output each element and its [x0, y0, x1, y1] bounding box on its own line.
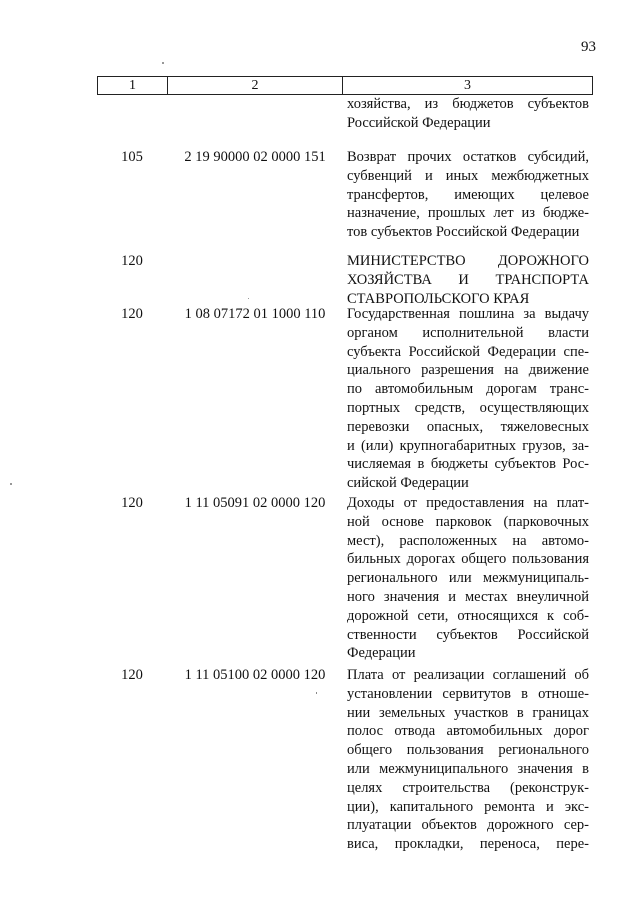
description-line: ной основе парковок (парковочных — [347, 513, 589, 530]
scan-speck — [316, 692, 317, 694]
classification-code: 1 11 05100 02 0000 120 — [184, 667, 326, 683]
row-description — [347, 95, 589, 133]
description-line: целях строительства (реконструк- — [347, 779, 589, 796]
row-number: 120 — [121, 667, 143, 683]
page-number: 93 — [581, 39, 596, 55]
row-number: 105 — [121, 149, 143, 165]
description-line: ции), капитального ремонта и экс- — [347, 798, 589, 815]
description-line: или межмуниципального значения в — [347, 760, 589, 777]
description-line: перевозки опасных, тяжеловесных — [347, 418, 589, 435]
description-line: нии земельных участков в границах — [347, 704, 589, 721]
description-line: органом исполнительной власти — [347, 324, 589, 341]
header-col-1: 1 — [98, 77, 168, 94]
description-line: трансфертов, имеющих целевое — [347, 186, 589, 203]
description-line: Государственная пошлина за выдачу — [347, 306, 589, 322]
description-line: ственности субъектов Российской — [347, 626, 589, 643]
description-line: Плата от реализации соглашений об — [347, 667, 589, 683]
description-line: назначение, прошлых лет из бюдже- — [347, 205, 589, 222]
row-description — [347, 666, 589, 854]
header-col-3: 3 — [464, 78, 471, 93]
row-number: 120 — [121, 253, 143, 269]
description-line: регионального или межмуниципаль- — [347, 570, 589, 587]
description-line: сийской Федерации — [347, 475, 469, 492]
table-header — [97, 76, 593, 95]
description-line: СТАВРОПОЛЬСКОГО КРАЯ — [347, 290, 530, 307]
description-line: МИНИСТЕРСТВО ДОРОЖНОГО — [347, 253, 589, 269]
classification-code: 1 11 05091 02 0000 120 — [184, 495, 326, 511]
description-line: дорожной сети, относящихся к соб- — [347, 607, 589, 624]
description-line: мест), расположенных на автомо- — [347, 532, 589, 549]
description-line: полос отвода автомобильных дорог — [347, 723, 589, 740]
description-line: бильных дорогах общего пользования — [347, 551, 589, 568]
description-line: тов субъектов Российской Федерации — [347, 224, 580, 241]
description-line: числяемая в бюджеты субъектов Рос- — [347, 456, 589, 473]
classification-code: 2 19 90000 02 0000 151 — [184, 149, 326, 165]
scan-speck — [10, 483, 12, 485]
description-line: хозяйства, из бюджетов субъектов — [347, 96, 589, 112]
header-col-2: 2 — [168, 77, 343, 94]
description-line: циального разрешения на движение — [347, 362, 589, 379]
description-line: и (или) крупногабаритных грузов, за- — [347, 437, 589, 454]
description-line: виса, прокладки, переноса, пере- — [347, 836, 589, 853]
row-description — [347, 494, 589, 663]
description-line: общего пользования регионального — [347, 742, 589, 759]
description-line: Федерации — [347, 645, 416, 662]
description-line: установлении сервитутов в отноше- — [347, 685, 589, 702]
row-description — [347, 148, 589, 242]
description-line: Российской Федерации — [347, 114, 491, 131]
scan-speck — [162, 62, 164, 64]
row-number: 120 — [121, 495, 143, 511]
classification-code: 1 08 07172 01 1000 110 — [184, 306, 326, 322]
row-number: 120 — [121, 306, 143, 322]
description-line: портных средств, осуществляющих — [347, 399, 589, 416]
row-description — [347, 305, 589, 493]
description-line: ного значения и местах внеуличной — [347, 588, 589, 605]
scan-speck — [248, 298, 249, 299]
description-line: субъекта Российской Федерации спе- — [347, 343, 589, 360]
ministry-heading — [347, 252, 589, 308]
description-line: по автомобильным дорогам транс- — [347, 381, 589, 398]
description-line: ХОЗЯЙСТВА И ТРАНСПОРТА — [347, 271, 589, 288]
description-line: Возврат прочих остатков субсидий, — [347, 149, 589, 165]
description-line: Доходы от предоставления на плат- — [347, 495, 589, 511]
description-line: плуатации объектов дорожного сер- — [347, 817, 589, 834]
description-line: субвенций и иных межбюджетных — [347, 167, 589, 184]
